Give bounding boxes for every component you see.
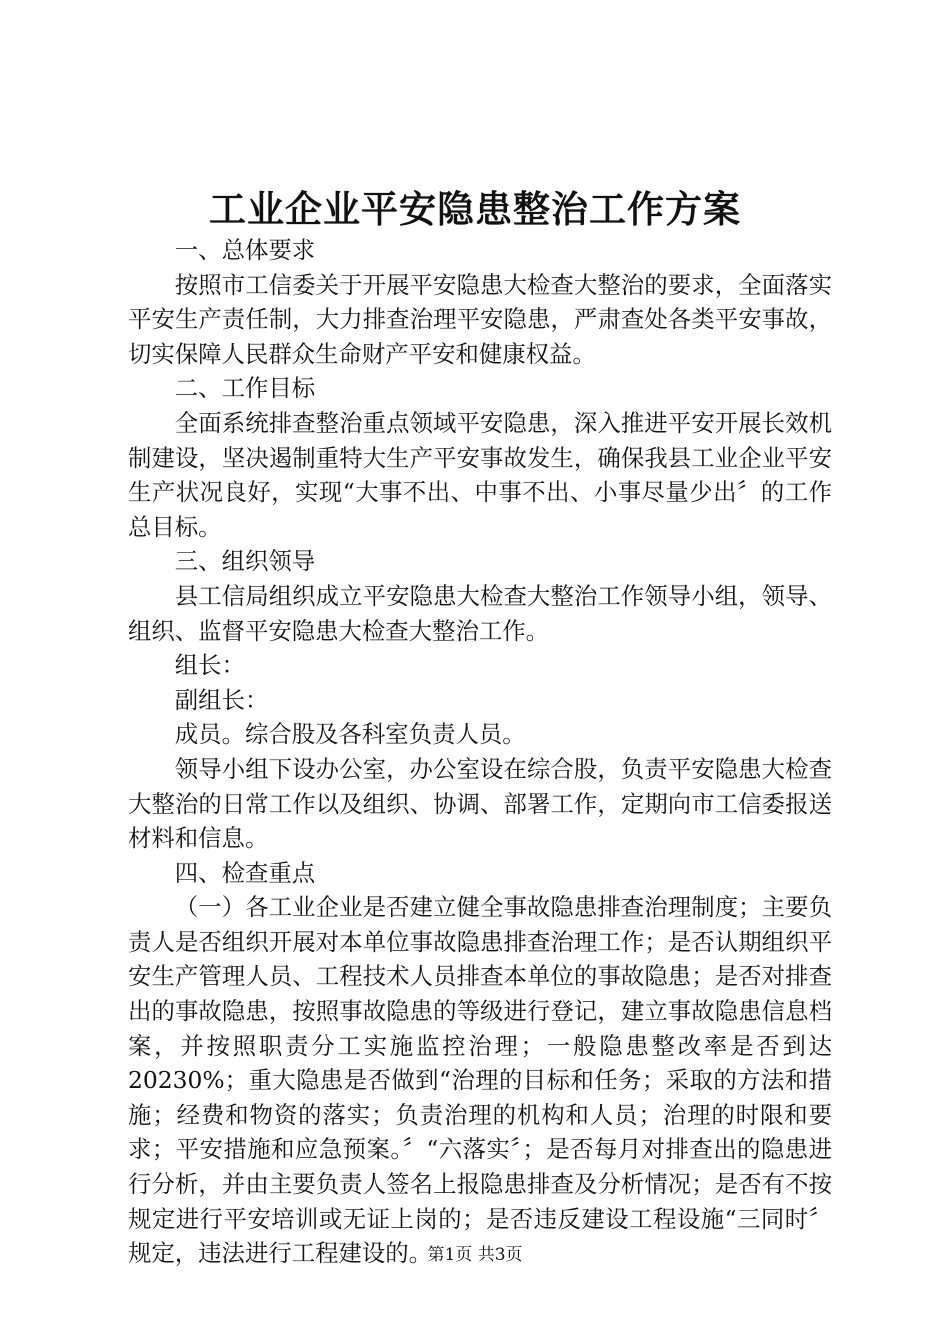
- document-body: [128, 233, 832, 1271]
- heading-inspection-focus: 四、检查重点: [174, 858, 316, 887]
- heading-organization: 三、组织领导: [174, 547, 316, 576]
- heading-general-requirements: 一、总体要求: [174, 236, 316, 264]
- document-title: 工业企业平安隐患整治工作方案: [209, 187, 741, 231]
- paragraph: 县工信局组织成立平安隐患大检查大整治工作领导小组，领导、组织、监督平安隐患大检查大整治工作。: [128, 581, 832, 645]
- paragraph: 领导小组下设办公室，办公室设在综合股，负责平安隐患大检查大整治的日常工作以及组织、协调、部署工作，定期向市工信委报送材料和信息。: [128, 754, 832, 853]
- paragraph: 全面系统排查整治重点领域平安隐患，深入推进平安开展长效机制建设，坚决遏制重特大生产平安事故发生，确保我县工业企业平安生产状况良好，实现“大事不出、中事不出、小事尽量少出〞的工作总目标。: [128, 408, 832, 541]
- paragraph-leader: 组长：: [174, 651, 245, 680]
- paragraph-deputy-leader: 副组长：: [174, 685, 269, 714]
- paragraph-members: 成员。综合股及各科室负责人员。: [174, 720, 526, 749]
- heading-work-goals: 二、工作目标: [174, 374, 316, 403]
- page-number-footer: 第1页 共3页: [427, 1245, 523, 1265]
- paragraph: （一）各工业企业是否建立健全事故隐患排查治理制度；主要负责人是否组织开展对本单位事故隐患排查治理工作；是否认期组织平安生产管理人员、工程技术人员排查本单位的事故隐患；是否对排查出的事故隐患，按照事故隐患的等级进行登记，建立事故隐患信息档案，并按照职责分工实施监控治理；一般隐患整改率是否到达20230%；重大隐患是否做到“治理的目标和任务；采取的方法和措施；经费和物资的落实；负责治理的机构和人员；治理的时限和要求；平安措施和应急预案。〞“六落实〞；是否每月对排查出的隐患进行分析，并由主要负责人签名上报隐患排查及分析情况；是否有不按规定进行平安培训或无证上岗的；是否违反建设工程设施“三同时〞规定，违法进行工程建设的。: [128, 893, 832, 1268]
- paragraph: 按照市工信委关于开展平安隐患大检查大整治的要求，全面落实平安生产责任制，大力排查治理平安隐患，严肃查处各类平安事故，切实保障人民群众生命财产平安和健康权益。: [128, 270, 832, 368]
